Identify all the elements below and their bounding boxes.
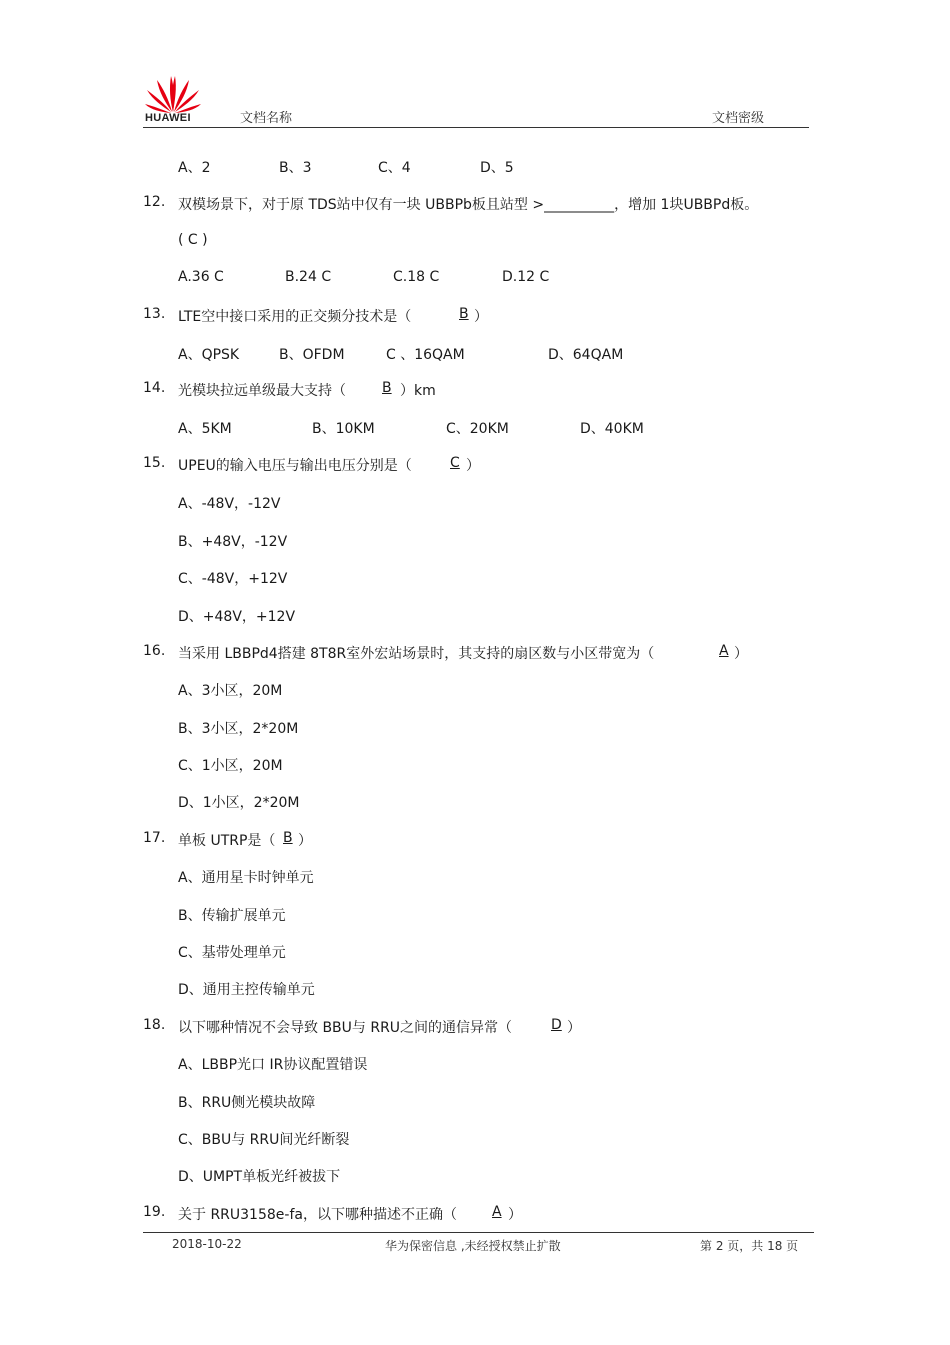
q13-option-a: A、QPSK: [178, 347, 240, 363]
q14-option-c: C、20KM: [446, 421, 509, 437]
q19-number: 19.: [143, 1204, 166, 1220]
footer-divider: [143, 1232, 814, 1233]
q18-close: ）: [567, 1020, 581, 1036]
q13-option-b: B、OFDM: [279, 347, 345, 363]
q15-option-d: D、+48V，+12V: [178, 609, 296, 625]
q17-text: 单板 UTRP是（: [178, 833, 276, 849]
q19-text: 关于 RRU3158e-fa，以下哪种描述不正确（: [178, 1207, 457, 1223]
q15-close: ）: [466, 458, 480, 474]
q14-option-a: A、5KM: [178, 421, 232, 437]
q12-option-b: B.24 C: [285, 269, 332, 285]
q15-number: 15.: [143, 455, 166, 471]
footer-date: 2018-10-22: [172, 1237, 242, 1251]
q13-number: 13.: [143, 306, 166, 322]
q16-option-c: C、1小区，20M: [178, 758, 283, 774]
logo-wordmark: HUAWEI: [145, 112, 191, 124]
q17-option-d: D、通用主控传输单元: [178, 982, 315, 998]
q16-option-a: A、3小区，20M: [178, 683, 283, 699]
q16-text: 当采用 LBBPd4搭建 8T8R室外宏站场景时，其支持的扇区数与小区带宽为（: [178, 646, 655, 662]
q11-option-c: C、4: [378, 160, 411, 176]
q12-option-c: C.18 C: [393, 269, 440, 285]
q15-answer: C: [450, 455, 460, 471]
q13-text: LTE空中接口采用的正交频分技术是（: [178, 309, 412, 325]
q13-option-c: C 、16QAM: [386, 347, 465, 363]
q12-option-d: D.12 C: [502, 269, 550, 285]
q16-answer: A: [719, 643, 729, 659]
doc-name-label: 文档名称: [240, 111, 293, 126]
q16-close: ）: [734, 646, 748, 662]
footer-page-number: 第 2 页，共 18 页: [700, 1239, 799, 1253]
doc-level-label: 文档密级: [712, 111, 765, 126]
q12-answer: ( C ): [178, 232, 208, 248]
q17-option-b: B、传输扩展单元: [178, 908, 286, 924]
q12-text: 双模场景下，对于原 TDS站中仅有一块 UBBPb板且站型 >__________，增加 1块UBBPd板。: [178, 197, 759, 213]
footer-notice: 华为保密信息 ,未经授权禁止扩散: [385, 1239, 561, 1253]
q16-number: 16.: [143, 643, 166, 659]
q11-option-b: B、3: [279, 160, 312, 176]
q17-option-c: C、基带处理单元: [178, 945, 286, 961]
huawei-logo: [143, 70, 203, 126]
q12-option-a: A.36 C: [178, 269, 224, 285]
q16-option-d: D、1小区，2*20M: [178, 795, 300, 811]
q19-answer: A: [492, 1204, 502, 1220]
q18-option-b: B、RRU侧光模块故障: [178, 1095, 316, 1111]
q11-option-d: D、5: [480, 160, 514, 176]
q18-option-d: D、UMPT单板光纤被拔下: [178, 1169, 341, 1185]
q14-text: 光模块拉远单级最大支持（: [178, 383, 346, 399]
q15-option-c: C、-48V，+12V: [178, 571, 288, 587]
q17-option-a: A、通用星卡时钟单元: [178, 870, 314, 886]
q14-option-d: D、40KM: [580, 421, 644, 437]
header-divider: [143, 127, 809, 128]
q18-option-a: A、LBBP光口 IR协议配置错误: [178, 1057, 368, 1073]
q15-option-a: A、-48V，-12V: [178, 496, 281, 512]
q18-option-c: C、BBU与 RRU间光纤断裂: [178, 1132, 350, 1148]
q14-number: 14.: [143, 380, 166, 396]
q13-option-d: D、64QAM: [548, 347, 624, 363]
q13-answer: B: [459, 306, 469, 322]
q17-answer: B: [283, 830, 293, 846]
q14-answer: B: [382, 380, 392, 396]
q18-text: 以下哪种情况不会导致 BBU与 RRU之间的通信异常（: [178, 1020, 513, 1036]
huawei-petal-icon: [143, 70, 203, 114]
q16-option-b: B、3小区，2*20M: [178, 721, 299, 737]
q19-close: ）: [508, 1207, 522, 1223]
q12-number: 12.: [143, 194, 166, 210]
q17-number: 17.: [143, 830, 166, 846]
q15-option-b: B、+48V，-12V: [178, 534, 288, 550]
q11-option-a: A、2: [178, 160, 211, 176]
q17-close: ）: [298, 833, 312, 849]
q18-number: 18.: [143, 1017, 166, 1033]
q14-option-b: B、10KM: [312, 421, 375, 437]
q14-close: ）km: [400, 383, 436, 399]
q18-answer: D: [551, 1017, 562, 1033]
q15-text: UPEU的输入电压与输出电压分别是（: [178, 458, 412, 474]
q13-close: ）: [474, 309, 488, 325]
